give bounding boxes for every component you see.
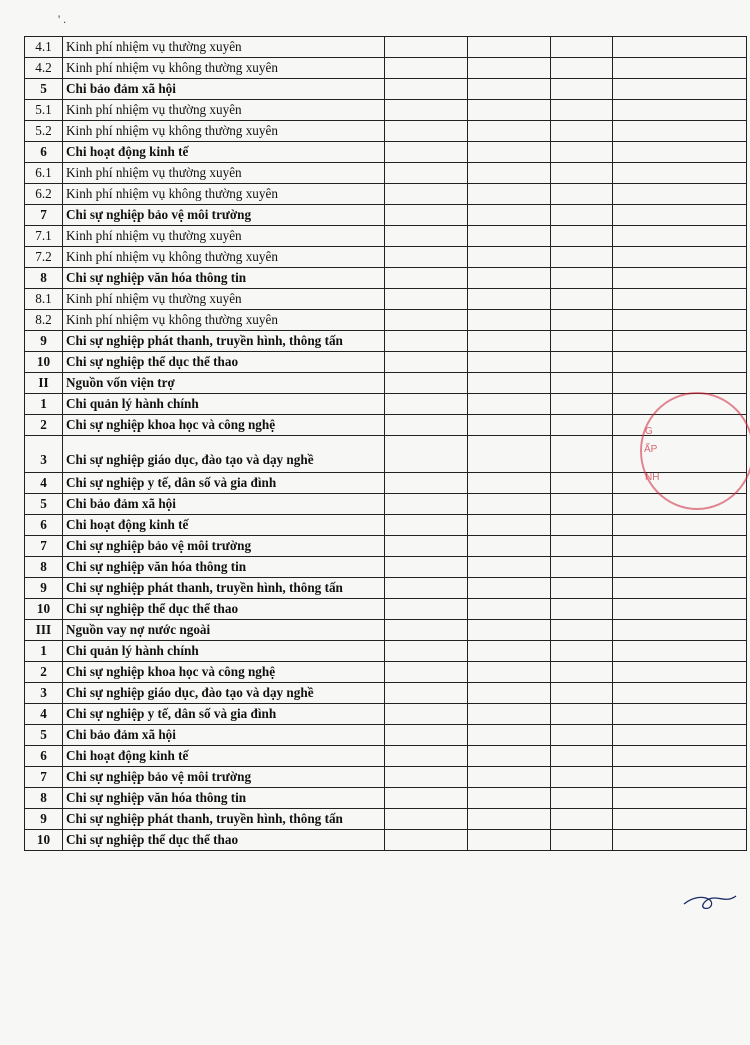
value-cell: [468, 704, 551, 725]
row-label: Kinh phí nhiệm vụ không thường xuyên: [63, 247, 385, 268]
row-number: 7: [25, 767, 63, 788]
row-label: Kinh phí nhiệm vụ không thường xuyên: [63, 184, 385, 205]
value-cell: [468, 809, 551, 830]
value-cell: [551, 494, 613, 515]
row-number: 8: [25, 268, 63, 289]
table-row: [25, 704, 747, 725]
value-cell: [385, 557, 468, 578]
value-cell: [613, 557, 747, 578]
value-cell: [551, 620, 613, 641]
value-cell: [468, 331, 551, 352]
row-label: Chi sự nghiệp bảo vệ môi trường: [63, 536, 385, 557]
value-cell: [613, 121, 747, 142]
value-cell: [385, 436, 468, 473]
value-cell: [551, 662, 613, 683]
value-cell: [613, 142, 747, 163]
row-label: Chi bảo đảm xã hội: [63, 494, 385, 515]
row-label: Chi sự nghiệp y tế, dân số và gia đình: [63, 704, 385, 725]
table-row: [25, 163, 747, 184]
table-row: [25, 352, 747, 373]
row-label: Chi sự nghiệp giáo dục, đào tạo và dạy nghề: [63, 683, 385, 704]
value-cell: [613, 599, 747, 620]
value-cell: [468, 557, 551, 578]
value-cell: [551, 331, 613, 352]
table-row: [25, 310, 747, 331]
value-cell: [551, 641, 613, 662]
row-number: 2: [25, 662, 63, 683]
row-number: 5.2: [25, 121, 63, 142]
value-cell: [551, 394, 613, 415]
value-cell: [551, 121, 613, 142]
value-cell: [613, 578, 747, 599]
value-cell: [468, 184, 551, 205]
value-cell: [468, 788, 551, 809]
budget-table: [24, 36, 747, 851]
value-cell: [551, 310, 613, 331]
table-row: [25, 809, 747, 830]
value-cell: [613, 331, 747, 352]
table-row: [25, 394, 747, 415]
value-cell: [385, 100, 468, 121]
row-number: 1: [25, 394, 63, 415]
value-cell: [551, 809, 613, 830]
value-cell: [613, 163, 747, 184]
row-label: Chi sự nghiệp y tế, dân số và gia đình: [63, 473, 385, 494]
table-row: [25, 142, 747, 163]
row-number: 6: [25, 142, 63, 163]
table-row: [25, 226, 747, 247]
value-cell: [551, 163, 613, 184]
row-number: 1: [25, 641, 63, 662]
table-row: [25, 767, 747, 788]
value-cell: [551, 415, 613, 436]
row-number: 6.2: [25, 184, 63, 205]
table-row: [25, 37, 747, 58]
value-cell: [551, 599, 613, 620]
value-cell: [613, 310, 747, 331]
table-row: [25, 331, 747, 352]
value-cell: [551, 184, 613, 205]
value-cell: [385, 578, 468, 599]
value-cell: [385, 473, 468, 494]
row-label: Chi sự nghiệp văn hóa thông tin: [63, 557, 385, 578]
value-cell: [468, 352, 551, 373]
value-cell: [468, 473, 551, 494]
value-cell: [551, 37, 613, 58]
value-cell: [385, 830, 468, 851]
row-number: 5: [25, 725, 63, 746]
value-cell: [385, 310, 468, 331]
row-label: Kinh phí nhiệm vụ không thường xuyên: [63, 58, 385, 79]
value-cell: [551, 578, 613, 599]
row-label: Kinh phí nhiệm vụ thường xuyên: [63, 163, 385, 184]
table-row: [25, 415, 747, 436]
value-cell: [613, 536, 747, 557]
row-number: 5: [25, 79, 63, 100]
value-cell: [385, 331, 468, 352]
value-cell: [385, 205, 468, 226]
value-cell: [551, 746, 613, 767]
row-label: Nguồn vốn viện trợ: [63, 373, 385, 394]
table-row: [25, 473, 747, 494]
row-label: Chi hoạt động kinh tế: [63, 142, 385, 163]
table-row: [25, 58, 747, 79]
value-cell: [613, 788, 747, 809]
value-cell: [613, 620, 747, 641]
value-cell: [551, 226, 613, 247]
value-cell: [468, 683, 551, 704]
value-cell: [551, 100, 613, 121]
row-label: Chi sự nghiệp bảo vệ môi trường: [63, 767, 385, 788]
value-cell: [613, 205, 747, 226]
value-cell: [613, 830, 747, 851]
value-cell: [468, 620, 551, 641]
value-cell: [385, 352, 468, 373]
value-cell: [551, 436, 613, 473]
value-cell: [468, 205, 551, 226]
value-cell: [385, 515, 468, 536]
value-cell: [385, 704, 468, 725]
value-cell: [613, 289, 747, 310]
table-row: [25, 205, 747, 226]
value-cell: [385, 809, 468, 830]
value-cell: [468, 662, 551, 683]
value-cell: [468, 641, 551, 662]
row-label: Kinh phí nhiệm vụ không thường xuyên: [63, 121, 385, 142]
row-label: Chi sự nghiệp phát thanh, truyền hình, thông tấn: [63, 809, 385, 830]
value-cell: [468, 415, 551, 436]
row-number: 10: [25, 599, 63, 620]
value-cell: [468, 767, 551, 788]
value-cell: [551, 58, 613, 79]
value-cell: [385, 599, 468, 620]
table-row: [25, 247, 747, 268]
value-cell: [551, 289, 613, 310]
row-number: 4: [25, 473, 63, 494]
table-row: [25, 79, 747, 100]
value-cell: [468, 226, 551, 247]
row-number: 9: [25, 331, 63, 352]
value-cell: [551, 142, 613, 163]
value-cell: [551, 683, 613, 704]
value-cell: [385, 373, 468, 394]
page-mark: ' .: [58, 12, 67, 26]
row-label: Chi sự nghiệp văn hóa thông tin: [63, 268, 385, 289]
row-number: 8: [25, 557, 63, 578]
value-cell: [385, 662, 468, 683]
value-cell: [468, 830, 551, 851]
value-cell: [468, 494, 551, 515]
value-cell: [385, 79, 468, 100]
row-number: 9: [25, 578, 63, 599]
value-cell: [551, 268, 613, 289]
value-cell: [468, 436, 551, 473]
row-number: 8.2: [25, 310, 63, 331]
value-cell: [468, 247, 551, 268]
row-label: Chi sự nghiệp bảo vệ môi trường: [63, 205, 385, 226]
table-row: [25, 746, 747, 767]
value-cell: [551, 536, 613, 557]
value-cell: [613, 58, 747, 79]
row-number: III: [25, 620, 63, 641]
value-cell: [385, 683, 468, 704]
row-number: 2: [25, 415, 63, 436]
row-number: 6: [25, 515, 63, 536]
row-number: 10: [25, 352, 63, 373]
value-cell: [385, 184, 468, 205]
value-cell: [551, 473, 613, 494]
row-number: 9: [25, 809, 63, 830]
row-number: II: [25, 373, 63, 394]
table-row: [25, 662, 747, 683]
row-label: Chi sự nghiệp văn hóa thông tin: [63, 788, 385, 809]
table-row: [25, 436, 747, 473]
table-row: [25, 620, 747, 641]
row-number: 8: [25, 788, 63, 809]
value-cell: [385, 767, 468, 788]
table-row: [25, 268, 747, 289]
value-cell: [385, 226, 468, 247]
value-cell: [468, 163, 551, 184]
value-cell: [613, 247, 747, 268]
value-cell: [551, 830, 613, 851]
table-row: [25, 599, 747, 620]
value-cell: [385, 415, 468, 436]
row-label: Chi hoạt động kinh tế: [63, 746, 385, 767]
value-cell: [468, 725, 551, 746]
row-number: 5.1: [25, 100, 63, 121]
row-label: Kinh phí nhiệm vụ thường xuyên: [63, 37, 385, 58]
table-row: [25, 515, 747, 536]
value-cell: [468, 578, 551, 599]
table-row: [25, 683, 747, 704]
value-cell: [613, 226, 747, 247]
value-cell: [385, 641, 468, 662]
budget-table-body: [25, 37, 747, 851]
value-cell: [468, 37, 551, 58]
value-cell: [468, 268, 551, 289]
value-cell: [551, 79, 613, 100]
row-label: Chi bảo đảm xã hội: [63, 79, 385, 100]
value-cell: [613, 352, 747, 373]
row-label: Chi sự nghiệp khoa học và công nghệ: [63, 415, 385, 436]
table-row: [25, 788, 747, 809]
value-cell: [468, 599, 551, 620]
table-row: [25, 536, 747, 557]
value-cell: [551, 373, 613, 394]
value-cell: [613, 268, 747, 289]
row-label: Chi quản lý hành chính: [63, 394, 385, 415]
value-cell: [613, 37, 747, 58]
budget-table-wrapper: [24, 36, 746, 851]
value-cell: [385, 58, 468, 79]
value-cell: [613, 704, 747, 725]
value-cell: [385, 163, 468, 184]
value-cell: [468, 142, 551, 163]
row-label: Kinh phí nhiệm vụ thường xuyên: [63, 226, 385, 247]
value-cell: [468, 394, 551, 415]
row-number: 7.1: [25, 226, 63, 247]
table-row: [25, 641, 747, 662]
value-cell: [385, 746, 468, 767]
row-number: 8.1: [25, 289, 63, 310]
table-row: [25, 121, 747, 142]
value-cell: [385, 620, 468, 641]
value-cell: [385, 394, 468, 415]
value-cell: [551, 352, 613, 373]
table-row: [25, 373, 747, 394]
value-cell: [551, 205, 613, 226]
table-row: [25, 830, 747, 851]
value-cell: [385, 788, 468, 809]
row-label: Chi bảo đảm xã hội: [63, 725, 385, 746]
row-label: Nguồn vay nợ nước ngoài: [63, 620, 385, 641]
value-cell: [468, 373, 551, 394]
row-number: 6: [25, 746, 63, 767]
row-label: Chi sự nghiệp thể dục thể thao: [63, 830, 385, 851]
row-number: 3: [25, 436, 63, 473]
row-label: Kinh phí nhiệm vụ không thường xuyên: [63, 310, 385, 331]
signature-mark: [680, 890, 740, 914]
value-cell: [385, 494, 468, 515]
table-row: [25, 557, 747, 578]
value-cell: [468, 310, 551, 331]
value-cell: [551, 557, 613, 578]
value-cell: [613, 683, 747, 704]
value-cell: [468, 536, 551, 557]
value-cell: [613, 100, 747, 121]
value-cell: [385, 268, 468, 289]
row-number: 3: [25, 683, 63, 704]
value-cell: [468, 79, 551, 100]
value-cell: [613, 515, 747, 536]
value-cell: [385, 289, 468, 310]
row-number: 4: [25, 704, 63, 725]
table-row: [25, 494, 747, 515]
value-cell: [385, 725, 468, 746]
table-row: [25, 289, 747, 310]
row-number: 4.2: [25, 58, 63, 79]
row-label: Kinh phí nhiệm vụ thường xuyên: [63, 100, 385, 121]
value-cell: [468, 58, 551, 79]
table-row: [25, 184, 747, 205]
value-cell: [613, 184, 747, 205]
value-cell: [551, 247, 613, 268]
row-number: 7: [25, 205, 63, 226]
row-number: 6.1: [25, 163, 63, 184]
row-number: 7.2: [25, 247, 63, 268]
value-cell: [613, 725, 747, 746]
row-label: Chi sự nghiệp thể dục thể thao: [63, 352, 385, 373]
value-cell: [613, 79, 747, 100]
value-cell: [551, 515, 613, 536]
official-red-stamp: G ẤP NH: [640, 392, 750, 510]
row-label: Chi sự nghiệp phát thanh, truyền hình, thông tấn: [63, 331, 385, 352]
value-cell: [385, 121, 468, 142]
value-cell: [468, 515, 551, 536]
row-label: Chi sự nghiệp thể dục thể thao: [63, 599, 385, 620]
row-label: Chi sự nghiệp khoa học và công nghệ: [63, 662, 385, 683]
value-cell: [385, 247, 468, 268]
row-label: Chi sự nghiệp phát thanh, truyền hình, thông tấn: [63, 578, 385, 599]
table-row: [25, 100, 747, 121]
row-number: 5: [25, 494, 63, 515]
table-row: [25, 725, 747, 746]
value-cell: [613, 641, 747, 662]
value-cell: [468, 100, 551, 121]
row-label: Chi quản lý hành chính: [63, 641, 385, 662]
row-label: Chi sự nghiệp giáo dục, đào tạo và dạy nghề: [63, 436, 385, 473]
value-cell: [613, 809, 747, 830]
row-number: 4.1: [25, 37, 63, 58]
value-cell: [385, 142, 468, 163]
value-cell: [468, 746, 551, 767]
table-row: [25, 578, 747, 599]
value-cell: [613, 767, 747, 788]
value-cell: [468, 121, 551, 142]
row-number: 10: [25, 830, 63, 851]
value-cell: [468, 289, 551, 310]
value-cell: [551, 767, 613, 788]
value-cell: [551, 788, 613, 809]
value-cell: [385, 37, 468, 58]
row-number: 7: [25, 536, 63, 557]
row-label: Chi hoạt động kinh tế: [63, 515, 385, 536]
value-cell: [613, 373, 747, 394]
row-label: Kinh phí nhiệm vụ thường xuyên: [63, 289, 385, 310]
value-cell: [551, 725, 613, 746]
value-cell: [613, 662, 747, 683]
value-cell: [551, 704, 613, 725]
value-cell: [385, 536, 468, 557]
value-cell: [613, 746, 747, 767]
